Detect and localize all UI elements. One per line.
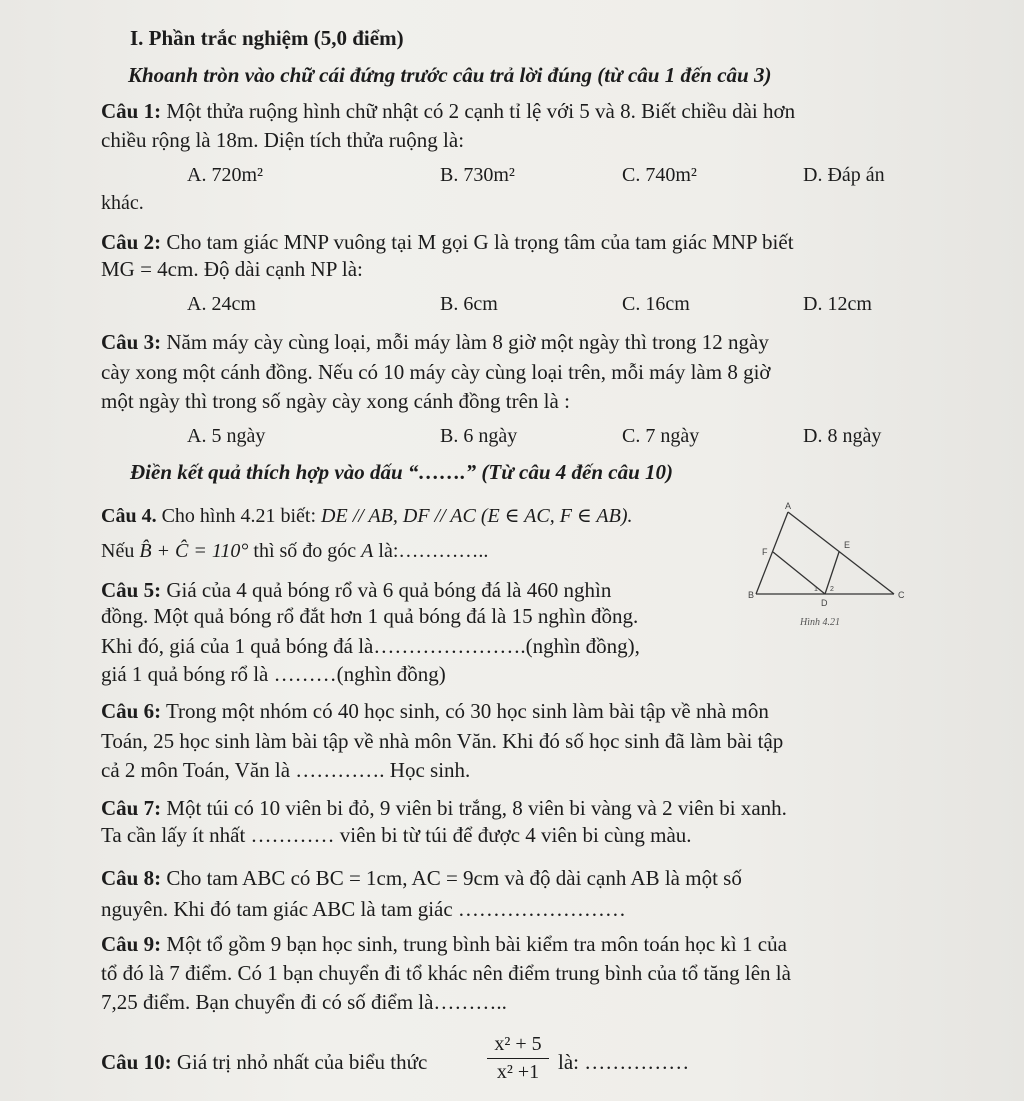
point-label-d: D: [821, 598, 828, 608]
q1-option-a[interactable]: A. 720m²: [187, 164, 263, 186]
q2-option-a[interactable]: A. 24cm: [187, 293, 256, 315]
q6-line1: Câu 6: Trong một nhóm có 40 học sinh, có 30 học sinh làm bài tập về nhà môn: [101, 699, 769, 723]
q3-line1: Câu 3: Năm máy cày cùng loại, mỗi máy làm 8 giờ một ngày thì trong 12 ngày: [101, 330, 769, 354]
q1-line2: chiều rộng là 18m. Diện tích thửa ruộng là:: [101, 128, 465, 152]
q6-label: Câu 6:: [101, 699, 162, 723]
figure-4-21: [748, 500, 918, 635]
q10-fraction: [487, 1033, 549, 1084]
segment-ac: [788, 512, 894, 594]
q2-option-d[interactable]: D. 12cm: [803, 293, 872, 315]
section-title: I. Phần trắc nghiệm (5,0 điểm): [130, 26, 404, 50]
q8-label: Câu 8:: [101, 866, 162, 890]
q8-line2[interactable]: nguyên. Khi đó tam giác ABC là tam giác ……………………: [101, 897, 626, 921]
q7-label: Câu 7:: [101, 796, 162, 820]
point-label-f: F: [762, 547, 768, 557]
q3-option-a[interactable]: A. 5 ngày: [187, 425, 266, 447]
q5-label: Câu 5:: [101, 578, 162, 602]
q4-line1: Câu 4. Cho hình 4.21 biết: DE // AB, DF // AC (E ∈ AC, F ∈ AB).: [101, 505, 633, 527]
q3-option-d[interactable]: D. 8 ngày: [803, 425, 882, 447]
q1-option-d-cont: khác.: [101, 192, 144, 214]
q10-numerator: x² + 5: [487, 1033, 549, 1059]
figure-caption: Hình 4.21: [800, 617, 840, 628]
q3-option-c[interactable]: C. 7 ngày: [622, 425, 700, 447]
q7-line1: Câu 7: Một túi có 10 viên bi đỏ, 9 viên bi trắng, 8 viên bi vàng và 2 viên bi xanh.: [101, 796, 787, 820]
q2-option-b[interactable]: B. 6cm: [440, 293, 498, 315]
q8-line1: Câu 8: Cho tam ABC có BC = 1cm, AC = 9cm và độ dài cạnh AB là một số: [101, 866, 742, 890]
q9-label: Câu 9:: [101, 932, 162, 956]
q1-option-b[interactable]: B. 730m²: [440, 164, 515, 186]
q1-option-d[interactable]: D. Đáp án: [803, 164, 885, 186]
q10-answer-blank[interactable]: là: ……………: [558, 1050, 690, 1074]
q5-line4[interactable]: giá 1 quả bóng rổ là ………(nghìn đồng): [101, 662, 446, 686]
q1-line1: Câu 1: Một thửa ruộng hình chữ nhật có 2 cạnh tỉ lệ với 5 và 8. Biết chiều dài hơn: [101, 99, 796, 123]
q9-line3[interactable]: 7,25 điểm. Bạn chuyển đi có số điểm là………..: [101, 990, 507, 1014]
q3-option-b[interactable]: B. 6 ngày: [440, 425, 518, 447]
point-label-b: B: [748, 590, 755, 600]
q6-line3[interactable]: cả 2 môn Toán, Văn là …………. Học sinh.: [101, 758, 471, 782]
q4-line2: Nếu B̂ + Ĉ = 110° thì số đo góc A là:…………..: [101, 540, 489, 562]
q2-line1: Câu 2: Cho tam giác MNP vuông tại M gọi G là trọng tâm của tam giác MNP biết: [101, 230, 794, 254]
q4-condition: DE // AB, DF // AC (E ∈ AC, F ∈ AB).: [321, 505, 633, 527]
q1-option-c[interactable]: C. 740m²: [622, 164, 697, 186]
q2-line2: MG = 4cm. Độ dài cạnh NP là:: [101, 257, 363, 281]
q9-line2: tổ đó là 7 điểm. Có 1 bạn chuyển đi tổ khác nên điểm trung bình của tổ tăng lên là: [101, 961, 791, 985]
q7-line2[interactable]: Ta cần lấy ít nhất ………… viên bi từ túi để được 4 viên bi cùng màu.: [101, 823, 692, 847]
point-label-e: E: [844, 540, 851, 550]
q1-label: Câu 1:: [101, 99, 162, 123]
q2-option-c[interactable]: C. 16cm: [622, 293, 690, 315]
q10-denominator: x² +1: [496, 1061, 540, 1083]
q2-label: Câu 2:: [101, 230, 162, 254]
q10-label: Câu 10:: [101, 1050, 172, 1074]
point-label-c: C: [898, 590, 905, 600]
q3-line2: cày xong một cánh đồng. Nếu có 10 máy cày cùng loại trên, mỗi máy làm 8 giờ: [101, 360, 771, 384]
angle-mark-1: 1: [814, 586, 818, 593]
q3-label: Câu 3:: [101, 330, 162, 354]
q5-line1: Câu 5: Giá của 4 quả bóng rổ và 6 quả bóng đá là 460 nghìn: [101, 578, 612, 602]
q4-label: Câu 4.: [101, 505, 157, 527]
q4-answer-blank[interactable]: là:…………..: [373, 540, 489, 562]
q9-line1: Câu 9: Một tổ gồm 9 bạn học sinh, trung bình bài kiểm tra môn toán học kì 1 của: [101, 932, 787, 956]
q10-line: Câu 10: Giá trị nhỏ nhất của biểu thức: [101, 1050, 428, 1074]
point-label-a: A: [785, 501, 792, 511]
angle-mark-2: 2: [830, 586, 834, 593]
instruction: Khoanh tròn vào chữ cái đứng trước câu trả lời đúng (từ câu 1 đến câu 3): [128, 63, 772, 87]
q5-line2: đồng. Một quả bóng rổ đắt hơn 1 quả bóng đá là 15 nghìn đồng.: [101, 604, 639, 628]
q3-line3: một ngày thì trong số ngày cày xong cánh đồng trên là :: [101, 389, 570, 413]
segment-ab: [756, 512, 788, 594]
q6-line2: Toán, 25 học sinh làm bài tập về nhà môn Văn. Khi đó số học sinh đã làm bài tập: [101, 729, 784, 753]
q5-line3[interactable]: Khi đó, giá của 1 quả bóng đá là………………….(nghìn đồng),: [101, 634, 640, 658]
fill-instruction: Điền kết quả thích hợp vào dấu “…….” (Từ câu 4 đến câu 10): [130, 460, 674, 484]
q4-angle-sum: B̂ + Ĉ = 110°: [139, 540, 249, 562]
